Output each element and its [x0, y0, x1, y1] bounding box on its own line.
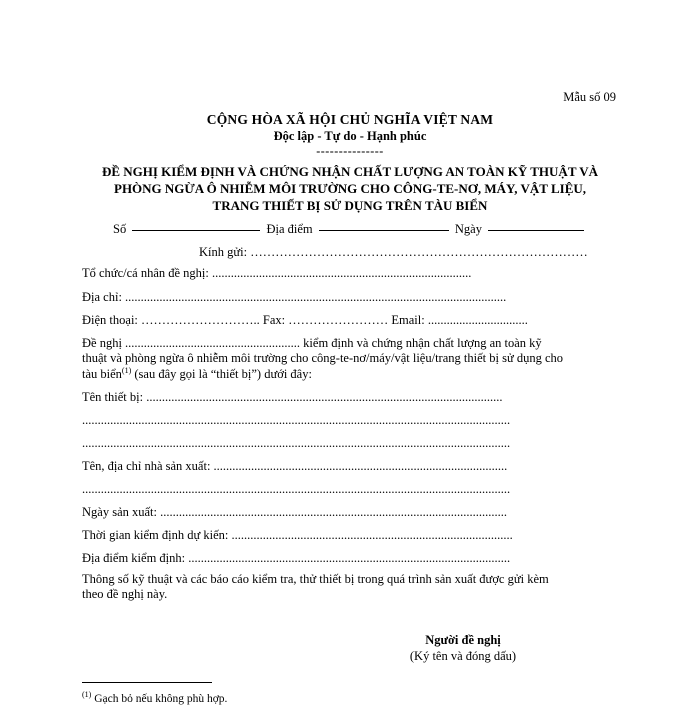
footnote-text: Gạch bỏ nếu không phù hợp.	[91, 692, 228, 705]
manufacture-date-field: Ngày sản xuất: ...............................................................................................................	[82, 505, 507, 519]
national-motto: Độc lập - Tự do - Hạnh phúc	[273, 129, 427, 143]
address-field: Địa chỉ: ..........................................................................................................................	[82, 290, 507, 304]
specs-paragraph-line-1: Thông số kỹ thuật và các báo cáo kiểm tra, thử thiết bị trong quá trình sản xuất được gửi kèm	[82, 572, 549, 586]
request-paragraph-line-3	[82, 366, 312, 382]
equipment-name-field: Tên thiết bị: ..................................................................................................................	[82, 390, 503, 404]
footnote	[82, 690, 227, 705]
signer-note: (Ký tên và đóng dấu)	[409, 649, 517, 663]
header-separator: ---------------	[316, 144, 384, 158]
request-paragraph-line-2: thuật và phòng ngừa ô nhiễm môi trường cho công-te-nơ/máy/vật liệu/trang thiết bị sử dụng cho	[82, 351, 564, 365]
inspection-time-field: Thời gian kiểm định dự kiến: ..........................................................................................	[82, 528, 513, 542]
meta-row	[113, 222, 587, 237]
signer-title: Người đề nghị	[425, 633, 501, 647]
footnote-divider	[82, 682, 212, 683]
request-text-a: tàu biển	[82, 367, 122, 382]
country-name: CỘNG HÒA XÃ HỘI CHỦ NGHĨA VIỆT NAM	[206, 112, 494, 127]
contact-field: Điện thoại: ……………………….. Fax: …………………… Email: ................................	[82, 313, 528, 327]
form-number: Mẫu số 09	[563, 90, 616, 104]
specs-paragraph-line-2: theo đề nghị này.	[82, 587, 168, 601]
ngay-label: Ngày	[454, 222, 482, 236]
footnote-marker: (1)	[121, 366, 132, 375]
document-title-line-2: PHÒNG NGỪA Ô NHIỄM MÔI TRƯỜNG CHO CÔNG-TE-NƠ, MÁY, VẬT LIỆU,	[114, 181, 586, 196]
so-label: Số	[113, 222, 127, 236]
blank-line: .........................................................................................................................................	[82, 482, 511, 496]
request-text-b: (sau đây gọi là “thiết bị”) dưới đây:	[131, 367, 312, 382]
inspection-location-field: Địa điểm kiểm định: .......................................................................................................	[82, 551, 511, 565]
footnote-number: (1)	[82, 690, 92, 699]
document-title-line-3: TRANG THIẾT BỊ SỬ DỤNG TRÊN TÀU BIỂN	[212, 198, 488, 213]
recipient-line: Kính gửi: ………………………………………………………………………	[199, 245, 588, 259]
dia-diem-blank	[319, 229, 449, 231]
so-blank	[132, 229, 260, 231]
request-paragraph-line-1: Đề nghị ........................................................ kiểm định và chứng nhận chất lượng an toàn kỹ	[82, 336, 542, 350]
blank-line: .........................................................................................................................................	[82, 436, 511, 450]
manufacturer-field: Tên, địa chỉ nhà sản xuất: ..............................................................................................	[82, 459, 508, 473]
dia-diem-label: Địa điểm	[266, 222, 313, 236]
organization-field: Tổ chức/cá nhân đề nghị: ...................................................................................	[82, 266, 472, 280]
blank-line: .........................................................................................................................................	[82, 413, 511, 427]
ngay-blank	[488, 229, 584, 231]
document-title-line-1: ĐỀ NGHỊ KIỂM ĐỊNH VÀ CHỨNG NHẬN CHẤT LƯỢNG AN TOÀN KỸ THUẬT VÀ	[101, 164, 599, 179]
